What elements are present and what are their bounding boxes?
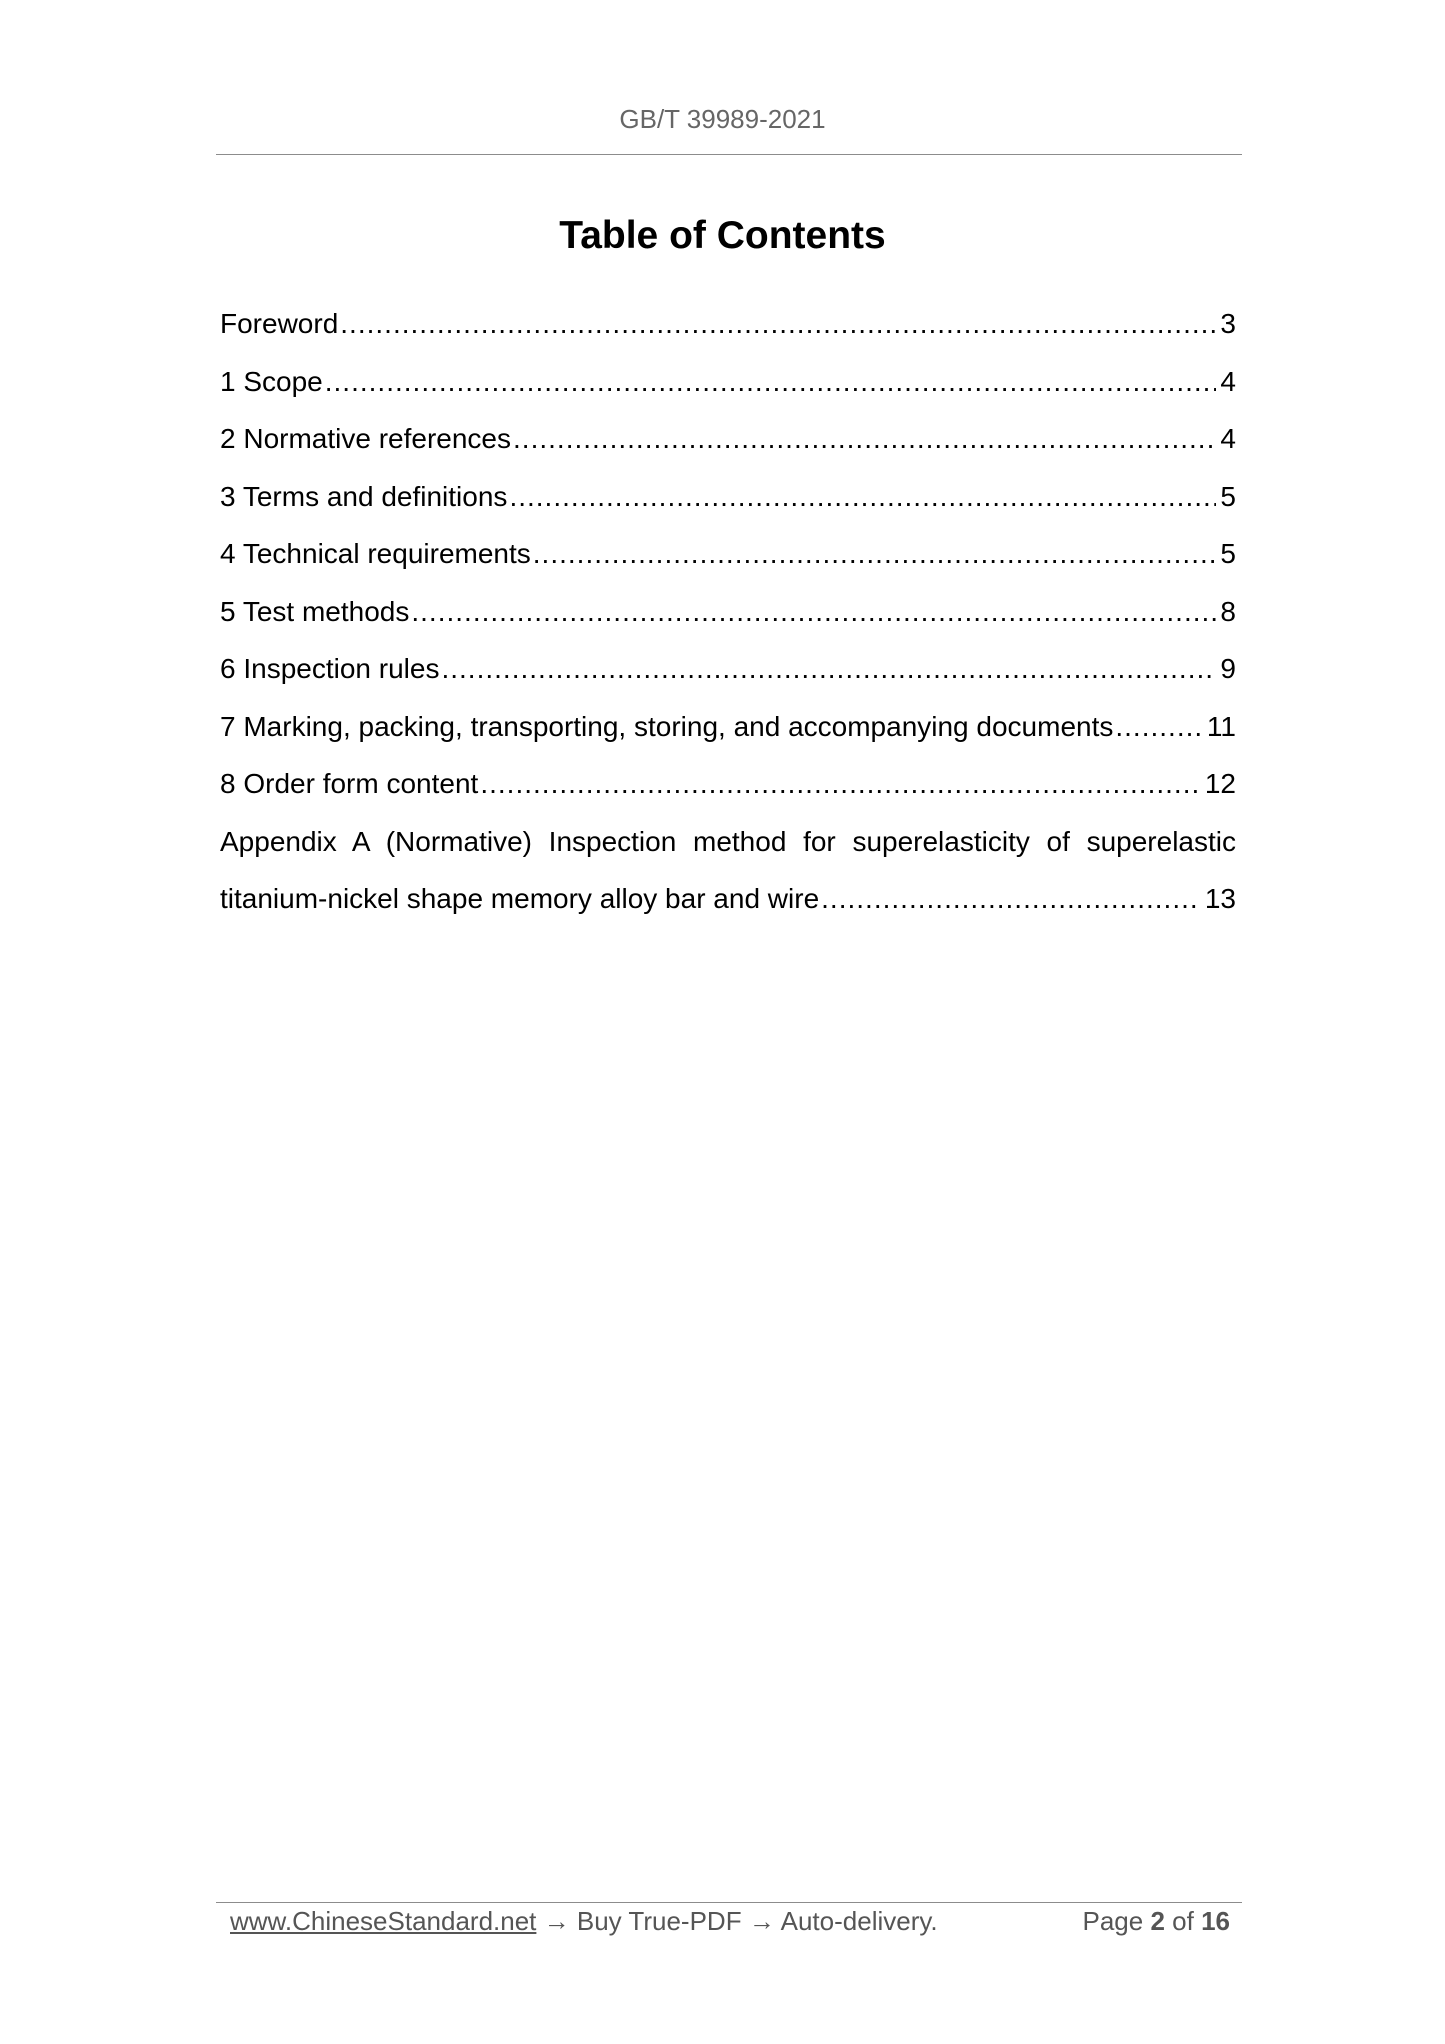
toc-entry-label: 5 Test methods: [220, 595, 410, 627]
of-label: of: [1172, 1906, 1194, 1936]
toc-entry-normative-references[interactable]: [220, 419, 1236, 477]
toc-entry-order-form-content[interactable]: [220, 764, 1236, 822]
toc-entry-page: 3: [1220, 308, 1236, 339]
total-pages-number: 16: [1201, 1906, 1230, 1936]
toc-entry-page: 4: [1220, 365, 1236, 397]
toc-leader-dots: [340, 304, 1216, 344]
footer-buy-text: Buy True-PDF: [576, 1906, 742, 1936]
toc-leader-dots: [821, 879, 1201, 919]
footer-divider: [216, 1902, 1242, 1903]
toc-entry-page: 8: [1220, 595, 1236, 627]
toc-entry-test-methods[interactable]: [220, 592, 1236, 650]
page-footer: [230, 1906, 1230, 1946]
toc-entry-label: 4 Technical requirements: [220, 538, 531, 569]
toc-entry-label: Foreword: [220, 308, 339, 339]
table-of-contents: [220, 304, 1236, 937]
toc-entry-foreword[interactable]: [220, 304, 1236, 362]
toc-entry-page: 13: [1204, 883, 1236, 914]
toc-entry-scope[interactable]: [220, 362, 1236, 420]
arrow-right-icon: →: [543, 1906, 570, 1936]
page-title: Table of Contents: [559, 214, 886, 257]
footer-promo: [230, 1906, 938, 1937]
arrow-right-icon: →: [748, 1906, 775, 1936]
toc-leader-dots: [441, 649, 1216, 689]
document-code: GB/T 39989-2021: [619, 104, 826, 134]
current-page-number: 2: [1150, 1906, 1165, 1936]
toc-entry-label: 3 Terms and definitions: [220, 480, 508, 512]
page-indicator: [1082, 1906, 1230, 1937]
toc-entry-page: 12: [1204, 768, 1236, 799]
toc-entry-page: 11: [1206, 710, 1236, 742]
toc-entry-label: 7 Marking, packing, transporting, storing, and accompanying documents: [220, 710, 1114, 742]
toc-entry-label: 1 Scope: [220, 365, 323, 397]
toc-leader-dots: [1115, 707, 1203, 747]
toc-entry-inspection-rules[interactable]: [220, 649, 1236, 707]
toc-entry-appendix-a-line2[interactable]: [220, 879, 1236, 937]
page-label: Page: [1082, 1906, 1144, 1936]
toc-entry-marking-packing[interactable]: [220, 707, 1236, 765]
toc-leader-dots: [513, 419, 1216, 459]
toc-entry-label: 6 Inspection rules: [220, 653, 440, 684]
toc-entry-page: 5: [1220, 480, 1236, 512]
toc-leader-dots: [411, 592, 1216, 632]
toc-leader-dots: [509, 477, 1216, 517]
toc-entry-page: 5: [1220, 538, 1236, 569]
footer-delivery-text: Auto-delivery.: [780, 1906, 938, 1936]
toc-entry-label: 8 Order form content: [220, 768, 479, 799]
toc-entry-appendix-a-line1[interactable]: Appendix A (Normative) Inspection method for superelasticity of superelastic: [220, 825, 1236, 857]
toc-leader-dots: [480, 764, 1201, 804]
header-divider: [216, 154, 1242, 155]
toc-entry-technical-requirements[interactable]: [220, 534, 1236, 592]
toc-entry-label: titanium-nickel shape memory alloy bar and wire: [220, 883, 820, 914]
toc-leader-dots: [533, 534, 1217, 574]
toc-leader-dots: [325, 362, 1217, 402]
toc-entry-label: 2 Normative references: [220, 423, 512, 454]
toc-entry-terms-and-definitions[interactable]: [220, 477, 1236, 535]
toc-entry-page: 9: [1220, 653, 1236, 684]
toc-entry-page: 4: [1220, 423, 1236, 454]
website-link[interactable]: www.ChineseStandard.net: [230, 1906, 537, 1936]
